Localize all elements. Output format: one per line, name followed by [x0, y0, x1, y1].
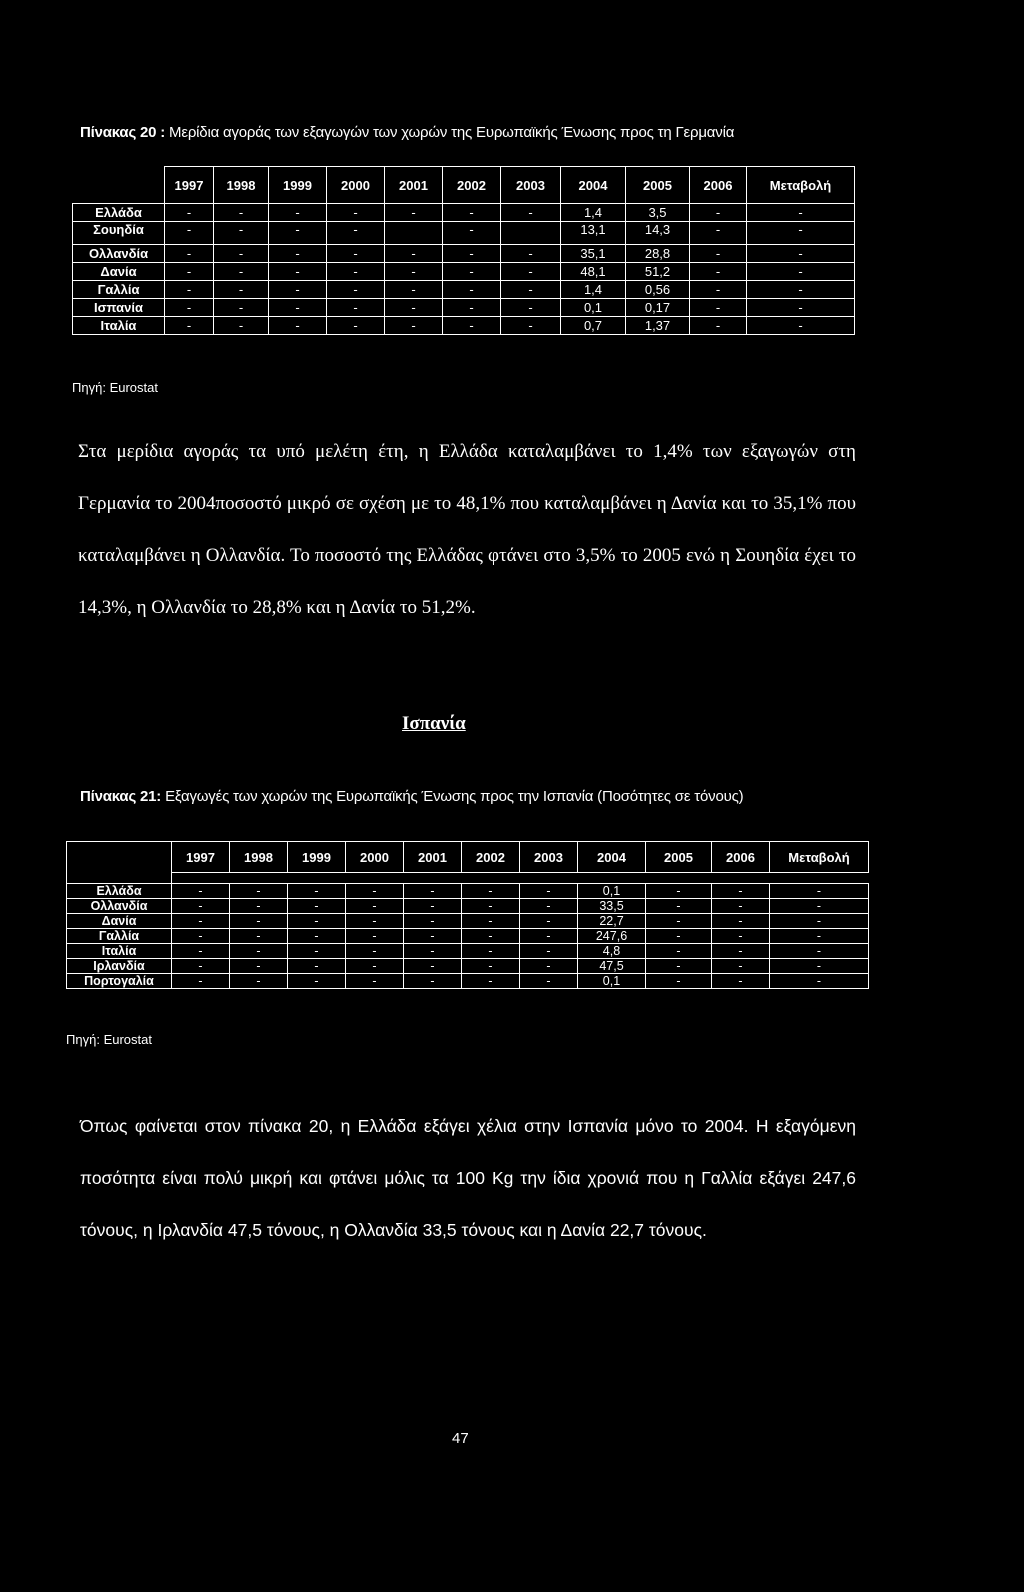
table-cell: -: [172, 959, 230, 974]
row-label: Ιρλανδία: [67, 959, 172, 974]
table-cell: -: [230, 914, 288, 929]
table-cell: 0,17: [626, 299, 690, 317]
table-cell: 13,1: [561, 222, 626, 245]
table-cell: -: [462, 959, 520, 974]
table-cell: -: [172, 884, 230, 899]
table20-header: 1997: [165, 167, 214, 204]
table-cell: -: [462, 914, 520, 929]
table-cell: 1,4: [561, 204, 626, 222]
table-cell: -: [520, 959, 578, 974]
table-cell: -: [501, 204, 561, 222]
table-cell: -: [747, 204, 855, 222]
row-label: Ολλανδία: [73, 245, 165, 263]
table-row: [67, 914, 869, 929]
table-cell: -: [385, 281, 443, 299]
table-cell: -: [269, 245, 327, 263]
table-cell: 4,8: [578, 944, 646, 959]
table-cell: -: [172, 944, 230, 959]
table-cell: -: [165, 245, 214, 263]
table-cell: -: [443, 299, 501, 317]
table-cell: -: [443, 263, 501, 281]
table-cell: -: [385, 245, 443, 263]
table-cell: -: [520, 914, 578, 929]
table-cell: -: [172, 914, 230, 929]
spacer-cell: [172, 873, 869, 884]
table-cell: 0,1: [561, 299, 626, 317]
table-row: [67, 974, 869, 989]
table-cell: -: [385, 317, 443, 335]
table-cell: -: [230, 959, 288, 974]
table-cell: -: [712, 959, 770, 974]
table-row: [67, 944, 869, 959]
table-cell: -: [690, 245, 747, 263]
table20-header: 1998: [214, 167, 269, 204]
table20-header: 2002: [443, 167, 501, 204]
table20-header: Μεταβολή: [747, 167, 855, 204]
table-cell: -: [770, 974, 869, 989]
table-cell: -: [520, 944, 578, 959]
table-cell: -: [770, 914, 869, 929]
table-cell: -: [214, 317, 269, 335]
table-cell: -: [327, 317, 385, 335]
table-cell: -: [646, 914, 712, 929]
table-row: [73, 204, 855, 222]
table-cell: -: [747, 222, 855, 245]
table-cell: -: [770, 929, 869, 944]
row-label: Γαλλία: [67, 929, 172, 944]
table-cell: -: [443, 204, 501, 222]
table-cell: -: [690, 263, 747, 281]
table-cell: -: [269, 204, 327, 222]
table21-caption-text: Εξαγωγές των χωρών της Ευρωπαϊκής Ένωσης προς την Ισπανία (Ποσότητες σε τόνους): [161, 788, 744, 805]
paragraph-germany: Στα μερίδια αγοράς τα υπό μελέτη έτη, η Ελλάδα καταλαμβάνει το 1,4% των εξαγωγών στη Γερμανία το 2004ποσοστό μικρό σε σχέση με το 48,1% που καταλαμβάνει η Δανία και το 35,1% που καταλαμβάνει η Ολλανδία. Το ποσοστό της Ελλάδας φτάνει στο 3,5% το 2005 ενώ η Σουηδία έχει το 14,3%, η Ολλανδία το 28,8% και η Δανία το 51,2%.: [78, 441, 856, 618]
table-cell: -: [288, 944, 346, 959]
table-cell: -: [462, 884, 520, 899]
table-cell: -: [327, 204, 385, 222]
table-cell: -: [712, 974, 770, 989]
table-cell: 1,4: [561, 281, 626, 299]
table21-header: 2003: [520, 842, 578, 873]
table-cell: -: [501, 245, 561, 263]
table-cell: -: [501, 299, 561, 317]
table-cell: -: [712, 884, 770, 899]
table-cell: -: [443, 317, 501, 335]
table-cell: -: [712, 944, 770, 959]
table-cell: -: [327, 281, 385, 299]
table21-source: Πηγή: Eurostat: [66, 1032, 152, 1047]
paragraph-spain: Όπως φαίνεται στον πίνακα 20, η Ελλάδα εξάγει χέλια στην Ισπανία μόνο το 2004. Η εξαγόμενη ποσότητα είναι πολύ μικρή και φτάνει μόλις τα 100 Kg την ίδια χρονιά που η Γαλλία εξάγει 247,6 τόνους, η Ιρλανδία 47,5 τόνους, η Ολλανδία 33,5 τόνους και η Δανία 22,7 τόνους.: [80, 1116, 856, 1240]
table-row: [73, 245, 855, 263]
table-cell: -: [385, 299, 443, 317]
table-cell: -: [690, 222, 747, 245]
table-row: [73, 263, 855, 281]
table-cell: [501, 222, 561, 245]
row-label: Σουηδία: [73, 222, 165, 245]
table-cell: -: [230, 944, 288, 959]
table-cell: -: [770, 899, 869, 914]
table21: [66, 841, 869, 989]
table-cell: -: [712, 899, 770, 914]
table-cell: 28,8: [626, 245, 690, 263]
table-cell: -: [230, 884, 288, 899]
table-cell: -: [646, 899, 712, 914]
table-cell: -: [646, 959, 712, 974]
table-cell: 0,7: [561, 317, 626, 335]
table-cell: -: [404, 884, 462, 899]
table21-header: 1998: [230, 842, 288, 873]
table-cell: 51,2: [626, 263, 690, 281]
table21-corner: [67, 842, 172, 873]
table-cell: -: [288, 959, 346, 974]
table-cell: -: [230, 929, 288, 944]
table-cell: -: [165, 281, 214, 299]
table-cell: -: [346, 884, 404, 899]
table-cell: 14,3: [626, 222, 690, 245]
table-cell: -: [404, 899, 462, 914]
table-cell: -: [214, 281, 269, 299]
table-cell: -: [214, 204, 269, 222]
table20-caption-prefix: Πίνακας 20 :: [80, 124, 166, 141]
table-cell: -: [269, 317, 327, 335]
table20-header: 2005: [626, 167, 690, 204]
table-cell: -: [747, 263, 855, 281]
table-cell: -: [346, 974, 404, 989]
table20-header: 2000: [327, 167, 385, 204]
table21-header: 2002: [462, 842, 520, 873]
table-cell: -: [269, 222, 327, 245]
table-cell: -: [690, 299, 747, 317]
row-label: Γαλλία: [73, 281, 165, 299]
table-cell: -: [443, 245, 501, 263]
table-cell: -: [712, 914, 770, 929]
table-cell: -: [443, 281, 501, 299]
table-cell: 0,1: [578, 884, 646, 899]
table-cell: -: [770, 959, 869, 974]
table-cell: 247,6: [578, 929, 646, 944]
table-cell: -: [288, 974, 346, 989]
table-cell: -: [288, 884, 346, 899]
table21-header: 2005: [646, 842, 712, 873]
table-cell: -: [288, 914, 346, 929]
table21-caption: [80, 788, 743, 805]
table-cell: -: [712, 929, 770, 944]
table21-header: 1997: [172, 842, 230, 873]
table21-header: 2001: [404, 842, 462, 873]
table20-header: 2006: [690, 167, 747, 204]
table-cell: -: [501, 281, 561, 299]
table-cell: -: [501, 263, 561, 281]
table-cell: -: [172, 899, 230, 914]
table-cell: -: [690, 281, 747, 299]
table-row: [73, 222, 855, 245]
table-cell: 0,1: [578, 974, 646, 989]
table-cell: -: [165, 317, 214, 335]
table-cell: -: [346, 944, 404, 959]
table-cell: -: [346, 929, 404, 944]
table-cell: -: [214, 299, 269, 317]
table21-header: 2004: [578, 842, 646, 873]
table21-header: 2006: [712, 842, 770, 873]
table-cell: 48,1: [561, 263, 626, 281]
table21-header: Μεταβολή: [770, 842, 869, 873]
table-row: [73, 281, 855, 299]
table-cell: -: [443, 222, 501, 245]
row-label: Δανία: [67, 914, 172, 929]
table-cell: -: [462, 929, 520, 944]
table-cell: -: [520, 899, 578, 914]
row-label: Ελλάδα: [73, 204, 165, 222]
table-cell: -: [747, 245, 855, 263]
table-cell: -: [404, 914, 462, 929]
table-cell: -: [230, 899, 288, 914]
table-cell: -: [520, 929, 578, 944]
table21-header: 1999: [288, 842, 346, 873]
table21-header: 2000: [346, 842, 404, 873]
table-cell: -: [404, 974, 462, 989]
table-cell: -: [462, 944, 520, 959]
spacer-cell: [67, 873, 172, 884]
table-cell: -: [646, 884, 712, 899]
table-cell: -: [690, 204, 747, 222]
table-cell: 3,5: [626, 204, 690, 222]
table20-caption: [80, 124, 734, 141]
table-cell: -: [165, 299, 214, 317]
table-cell: -: [327, 222, 385, 245]
table20-header-row: [73, 167, 855, 204]
table-cell: -: [214, 263, 269, 281]
table-cell: 35,1: [561, 245, 626, 263]
table-cell: 47,5: [578, 959, 646, 974]
table-cell: -: [385, 263, 443, 281]
table20-header: 2001: [385, 167, 443, 204]
table20-header: 2004: [561, 167, 626, 204]
table-cell: -: [646, 974, 712, 989]
table-cell: -: [346, 914, 404, 929]
table-cell: -: [165, 263, 214, 281]
table-cell: -: [385, 204, 443, 222]
table-cell: -: [214, 222, 269, 245]
row-label: Ιταλία: [73, 317, 165, 335]
table-cell: -: [404, 929, 462, 944]
table-cell: -: [172, 974, 230, 989]
table-cell: -: [269, 299, 327, 317]
table-cell: [385, 222, 443, 245]
table-row: [67, 884, 869, 899]
table-cell: -: [327, 299, 385, 317]
table-cell: -: [288, 929, 346, 944]
table-cell: 0,56: [626, 281, 690, 299]
table-row: [67, 959, 869, 974]
table-cell: -: [462, 974, 520, 989]
table-cell: -: [165, 222, 214, 245]
table-cell: -: [230, 974, 288, 989]
table-cell: -: [646, 944, 712, 959]
table21-spacer-row: [67, 873, 869, 884]
table-cell: 1,37: [626, 317, 690, 335]
table-cell: -: [214, 245, 269, 263]
table-cell: 22,7: [578, 914, 646, 929]
table-cell: -: [770, 884, 869, 899]
table-cell: -: [747, 299, 855, 317]
table-cell: -: [346, 899, 404, 914]
table-cell: -: [404, 944, 462, 959]
table-cell: -: [462, 899, 520, 914]
table-row: [73, 317, 855, 335]
row-label: Δανία: [73, 263, 165, 281]
table-row: [67, 929, 869, 944]
row-label: Ισπανία: [73, 299, 165, 317]
section-heading-spain: Ισπανία: [402, 713, 466, 734]
table-cell: -: [520, 974, 578, 989]
table-cell: -: [501, 317, 561, 335]
table21-header-row: [67, 842, 869, 873]
row-label: Ιταλία: [67, 944, 172, 959]
table-cell: -: [327, 245, 385, 263]
table-cell: -: [690, 317, 747, 335]
table20-corner: [73, 167, 165, 204]
table-cell: -: [288, 899, 346, 914]
table-cell: -: [172, 929, 230, 944]
table20-header: 1999: [269, 167, 327, 204]
row-label: Πορτογαλία: [67, 974, 172, 989]
table-row: [67, 899, 869, 914]
table-row: [73, 299, 855, 317]
table20: [72, 166, 855, 335]
table-cell: -: [520, 884, 578, 899]
table-cell: -: [269, 281, 327, 299]
table20-header: 2003: [501, 167, 561, 204]
table-cell: -: [404, 959, 462, 974]
row-label: Ελλάδα: [67, 884, 172, 899]
table20-caption-text: Μερίδια αγοράς των εξαγωγών των χωρών της Ευρωπαϊκής Ένωσης προς τη Γερμανία: [165, 124, 735, 141]
table-cell: -: [346, 959, 404, 974]
table-cell: -: [327, 263, 385, 281]
table-cell: -: [747, 281, 855, 299]
table-cell: -: [646, 929, 712, 944]
table-cell: -: [747, 317, 855, 335]
table21-caption-prefix: Πίνακας 21:: [80, 788, 162, 805]
table-cell: -: [165, 204, 214, 222]
table-cell: -: [770, 944, 869, 959]
page-number: 47: [452, 1430, 469, 1447]
table-cell: -: [269, 263, 327, 281]
table-cell: 33,5: [578, 899, 646, 914]
table20-source: Πηγή: Eurostat: [72, 380, 158, 395]
row-label: Ολλανδία: [67, 899, 172, 914]
